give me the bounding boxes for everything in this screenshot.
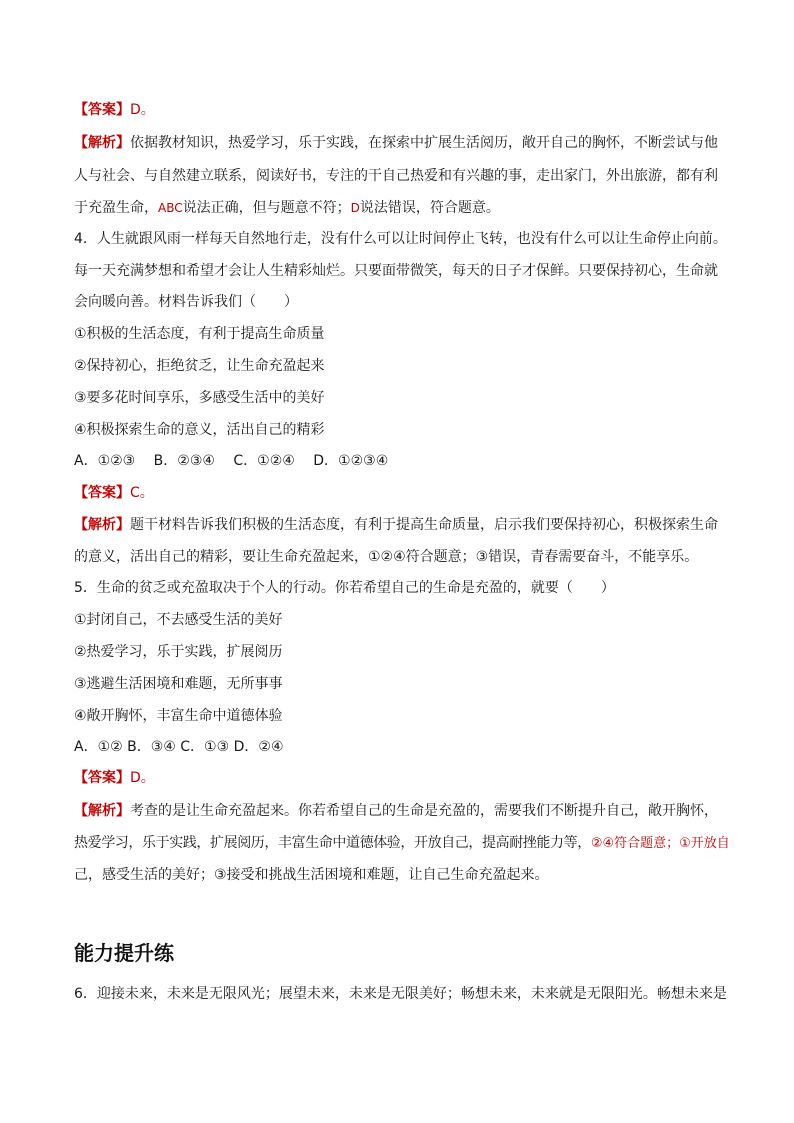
analysis-highlight: ②④符合题意；①开放自 bbox=[590, 836, 730, 851]
question-5-option-4: ④敞开胸怀，丰富生命中道德体验 bbox=[74, 708, 283, 724]
question-4-stem-line-1: 4．人生就跟风雨一样每天自然地行走，没有什么可以让时间停止飞转，也没有什么可以让生命停止向前。 bbox=[74, 231, 727, 247]
analysis-highlight: D bbox=[350, 201, 360, 215]
analysis-text: 说法正确，但与题意不符； bbox=[182, 200, 351, 216]
analysis-text: 说法错误，符合题意。 bbox=[359, 200, 500, 216]
analysis-text: 于充盈生命， bbox=[74, 200, 158, 216]
question-5-option-2: ②热爱学习，乐于实践，扩展阅历 bbox=[74, 644, 283, 660]
section-heading: 能力提升练 bbox=[74, 941, 174, 965]
analysis-text: 题干材料告诉我们积极的生活态度，有利于提高生命质量，启示我们要保持初心，积极探索生命 bbox=[130, 517, 718, 533]
analysis-tag: 【解析】 bbox=[74, 135, 130, 151]
question-5-option-3: ③逃避生活困境和难题，无所事事 bbox=[74, 676, 283, 692]
analysis-tag: 【解析】 bbox=[74, 803, 130, 819]
question-6-stem: 6．迎接未来，未来是无限风光；展望未来，未来是无限美好；畅想未来，未来就是无限阳光。畅想未来是 bbox=[74, 986, 727, 1002]
answer-tag: 【答案】 bbox=[74, 485, 130, 501]
answer-q5 bbox=[74, 768, 155, 788]
question-4-option-2: ②保持初心，拒绝贫乏，让生命充盈起来 bbox=[74, 358, 325, 374]
answer-value: D。 bbox=[130, 102, 155, 118]
answer-value: D。 bbox=[130, 770, 155, 786]
analysis-q4-line-1 bbox=[74, 515, 718, 535]
analysis-q5-line-2 bbox=[74, 833, 730, 854]
answer-tag: 【答案】 bbox=[74, 770, 130, 786]
analysis-q5-line-1 bbox=[74, 801, 718, 821]
analysis-q3-line-2: 人与社会、与自然建立联系，阅读好书，专注的干自己热爱和有兴趣的事，走出家门，外出旅游，都有利 bbox=[74, 168, 718, 184]
analysis-text: 考查的是让生命充盈起来。你若希望自己的生命是充盈的，需要我们不断提升自己，敞开胸怀， bbox=[130, 803, 718, 819]
question-4-stem-line-2: 每一天充满梦想和希望才会让人生精彩灿烂。只要面带微笑，每天的日子才保鲜。只要保持初心，生命就 bbox=[74, 263, 718, 279]
analysis-text: 依据教材知识，热爱学习，乐于实践，在探索中扩展生活阅历，敞开自己的胸怀，不断尝试与他 bbox=[130, 135, 718, 151]
answer-value: C。 bbox=[130, 485, 154, 501]
analysis-highlight: ABC bbox=[158, 201, 183, 215]
question-5-option-1: ①封闭自己，不去感受生活的美好 bbox=[74, 612, 283, 628]
question-5-stem: 5．生命的贫乏或充盈取决于个人的行动。你若希望自己的生命是充盈的，就要（ ） bbox=[74, 580, 615, 596]
question-4-stem-line-3: 会向暖向善。材料告诉我们（ ） bbox=[74, 294, 298, 310]
analysis-q3-line-3 bbox=[74, 198, 500, 218]
question-4-option-4: ④积极探索生命的意义，活出自己的精彩 bbox=[74, 422, 325, 438]
analysis-q4-line-2: 的意义，活出自己的精彩，要让生命充盈起来，①②④符合题意；③错误，青春需要奋斗，不能享乐。 bbox=[74, 549, 699, 565]
question-5-choices: A．①② B．③④ C．①③ D．②④ bbox=[74, 739, 284, 755]
answer-q4 bbox=[74, 483, 154, 503]
question-4-choices: A．①②③ B．②③④ C．①②④ D．①②③④ bbox=[74, 453, 389, 469]
analysis-q3-line-1 bbox=[74, 133, 718, 153]
answer-q3 bbox=[74, 100, 155, 120]
analysis-tag: 【解析】 bbox=[74, 517, 130, 533]
answer-tag: 【答案】 bbox=[74, 102, 130, 118]
question-4-option-1: ①积极的生活态度，有利于提高生命质量 bbox=[74, 326, 325, 342]
question-4-option-3: ③要多花时间享乐，多感受生活中的美好 bbox=[74, 390, 325, 406]
analysis-text: 热爱学习，乐于实践，扩展阅历，丰富生命中道德体验，开放自己，提高耐挫能力等， bbox=[74, 835, 591, 851]
analysis-q5-line-3: 己，感受生活的美好；③接受和挑战生活困境和难题，让自己生命充盈起来。 bbox=[74, 867, 549, 883]
